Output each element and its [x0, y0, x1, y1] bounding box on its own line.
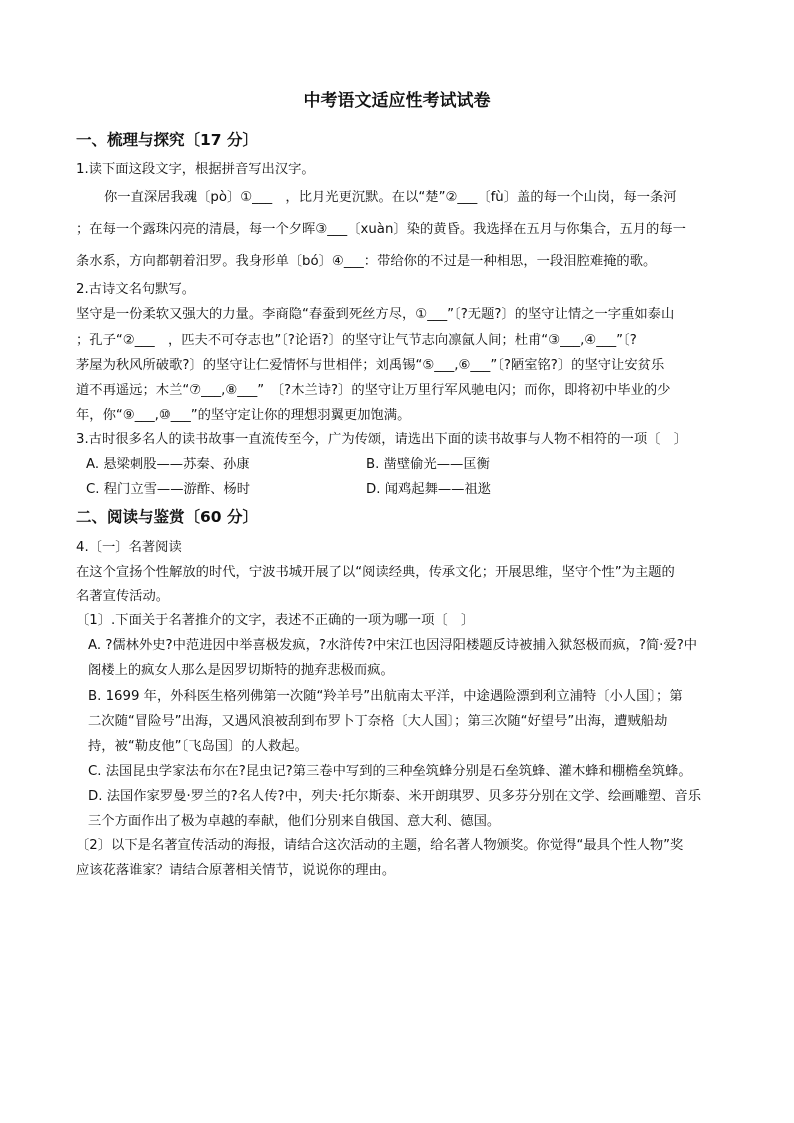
question-1-text-line: ；在每一个露珠闪亮的清晨，每一个夕晖③___〔xuàn〕染的黄昏。我选择在五月与你集合，五月的每一 [76, 222, 686, 237]
subquestion-1-option-a: 阁楼上的疯女人那么是因罗切斯特的抛弃悲极而疯。 [88, 663, 394, 678]
subquestion-1-option-b: B. 1699 年，外科医生格列佛第一次随“羚羊号”出航南太平洋，中途遇险漂到利立浦特〔小人国〕；第 [88, 689, 683, 704]
subquestion-1-option-b: 持，被“勒皮他”〔飞岛国〕的人救起。 [88, 739, 308, 754]
question-1-text-line: 你一直深居我魂〔pò〕①___ ，比月光更沉默。在以“楚”②___〔fù〕盖的每一个山岗，每一条河 [104, 190, 677, 205]
question-3-option-a: A. 悬梁刺股——苏秦、孙康 [86, 457, 250, 472]
subquestion-1-option-b: 二次随“冒险号”出海，又遇风浪被刮到布罗卜丁奈格〔大人国〕；第三次随“好望号”出海，遭贼船劫 [88, 714, 668, 729]
question-2-text-line: 茅屋为秋风所破歌?〕的坚守让仁爱情怀与世相伴；刘禹锡“⑤___,⑥___”〔?陋室铭?〕的坚守让安贫乐 [76, 358, 665, 373]
question-2-text-line: 道不再遥远；木兰“⑦___,⑧___” 〔?木兰诗?〕的坚守让万里行军风驰电闪；而你，即将初中毕业的少 [76, 383, 671, 398]
section-heading-1: 一、梳理与探究〔17 分〕 [76, 131, 258, 149]
question-3-prompt: 3.古时很多名人的读书故事一直流传至今，广为传颂，请选出下面的读书故事与人物不相符的一项〔 〕 [76, 432, 688, 447]
question-4-intro-line: 在这个宣扬个性解放的时代，宁波书城开展了以“阅读经典，传承文化；开展思维，坚守个性”为主题的 [76, 565, 675, 580]
question-3-option-d: D. 闻鸡起舞——祖逖 [366, 482, 492, 497]
question-3-option-b: B. 凿壁偷光——匡衡 [366, 457, 490, 472]
question-4-label: 4.〔一〕名著阅读 [76, 540, 182, 555]
question-1-text-line: 条水系，方向都朝着汨罗。我身形单〔bó〕④___：带给你的不过是一种相思，一段泪腔难掩的歌。 [76, 254, 657, 269]
question-2-text-line: 年，你“⑨___,⑩___”的坚守定让你的理想羽翼更加饱满。 [76, 408, 411, 423]
subquestion-1-option-d: D. 法国作家罗曼·罗兰的?名人传?中，列夫·托尔斯泰、米开朗琪罗、贝多芬分别在文学、绘画雕塑、音乐 [88, 789, 702, 804]
subquestion-1-option-c: C. 法国昆虫学家法布尔在?昆虫记?第三卷中写到的三种垒筑蜂分别是石垒筑蜂、灌木蜂和棚檐垒筑蜂。 [88, 764, 692, 779]
subquestion-1-option-d: 三个方面作出了极为卓越的奉献，他们分别来自俄国、意大利、德国。 [88, 814, 501, 829]
section-heading-2: 二、阅读与鉴赏〔60 分〕 [76, 508, 258, 526]
question-2-text-line: 坚守是一份柔软又强大的力量。李商隐“春蚕到死丝方尽，①___”〔?无题?〕的坚守让情之一字重如泰山 [76, 307, 675, 322]
question-3-option-c: C. 程门立雪——游酢、杨时 [86, 482, 251, 497]
subquestion-1-prompt: 〔1〕.下面关于名著推介的文字，表述不正确的一项为哪一项〔 〕 [76, 613, 475, 628]
question-2-text-line: ；孔子“②___ ，匹夫不可夺志也”〔?论语?〕的坚守让气节志向凛氤人间；杜甫“③___,④___”〔? [76, 333, 637, 348]
question-4-intro-line: 名著宣传活动。 [76, 589, 170, 604]
exam-title: 中考语文适应性考试试卷 [303, 91, 491, 111]
question-2-prompt: 2.古诗文名句默写。 [76, 282, 196, 297]
subquestion-2-text-line: 〔2〕以下是名著宣传活动的海报，请结合这次活动的主题，给名著人物颁奖。你觉得“最具个性人物”奖 [76, 838, 684, 853]
question-1-prompt: 1.读下面这段文字，根据拼音写出汉字。 [76, 162, 315, 177]
subquestion-1-option-a: A. ?儒林外史?中范进因中举喜极发疯，?水浒传?中宋江也因浔阳楼题反诗被捕入狱怒极而疯，?简·爱?中 [88, 638, 698, 653]
subquestion-2-text-line: 应该花落谁家？请结合原著相关情节，说说你的理由。 [76, 863, 396, 878]
